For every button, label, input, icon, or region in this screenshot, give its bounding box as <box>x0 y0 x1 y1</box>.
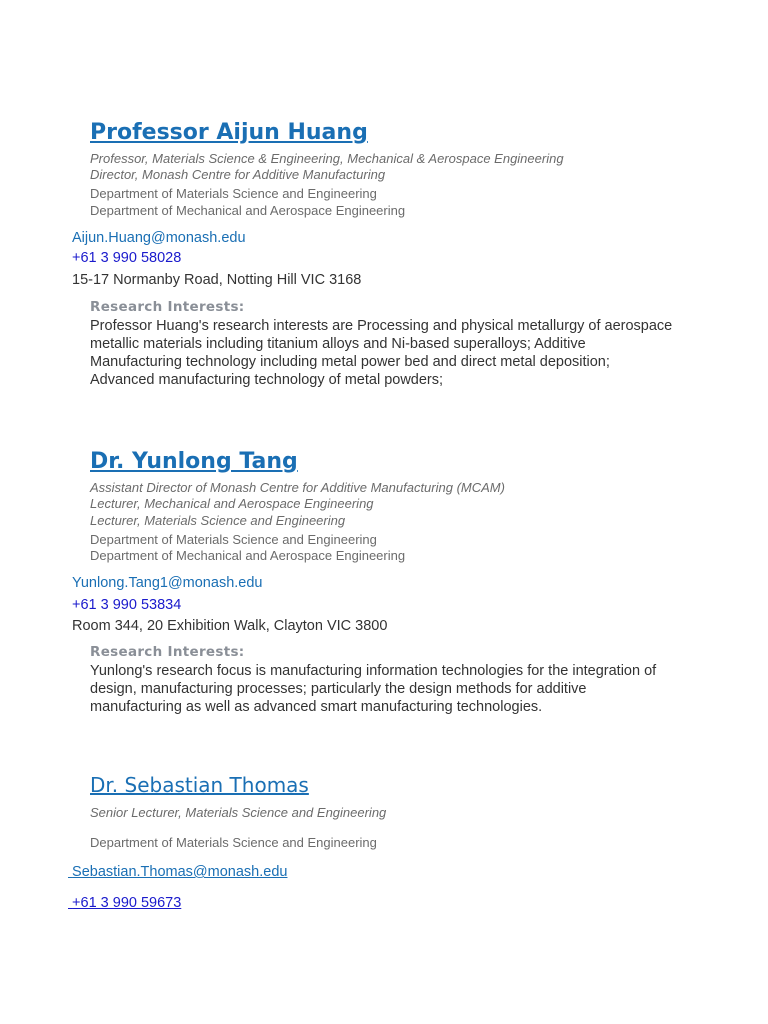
department-line: Department of Materials Science and Engineering <box>90 532 377 547</box>
role-line: Director, Monash Centre for Additive Manufacturing <box>90 167 386 182</box>
email-link[interactable]: Aijun.Huang@monash.edu <box>72 230 246 246</box>
department-line: Department of Mechanical and Aerospace Engineering <box>90 203 406 218</box>
role-line: Professor, Materials Science & Engineering, Mechanical & Aerospace Engineering <box>90 151 564 166</box>
profile-name-thomas[interactable]: Dr. Sebastian Thomas <box>90 773 309 797</box>
role-line: Senior Lecturer, Materials Science and Engineering <box>90 805 387 820</box>
address: Room 344, 20 Exhibition Walk, Clayton VIC 3800 <box>72 618 388 634</box>
research-interests-heading: Research Interests: <box>90 644 245 660</box>
role-line: Lecturer, Mechanical and Aerospace Engineering <box>90 496 374 511</box>
research-interests-text: Professor Huang's research interests are Processing and physical metallurgy of aerospace metallic materials including titanium alloys and Ni-based superalloys; Additive Manufacturing technology including metal power bed and direct metal deposition; Advanced manufacturing technology of metal powders; <box>90 318 673 388</box>
email-link[interactable] <box>68 864 287 880</box>
department-line: Department of Mechanical and Aerospace Engineering <box>90 548 406 563</box>
department-line: Department of Materials Science and Engineering <box>90 186 377 201</box>
profile-name-huang[interactable]: Professor Aijun Huang <box>90 120 368 145</box>
email-link[interactable]: Yunlong.Tang1@monash.edu <box>72 575 263 591</box>
role-line: Assistant Director of Monash Centre for Additive Manufacturing (MCAM) <box>90 480 505 495</box>
email-text[interactable]: Sebastian.Thomas@monash.edu <box>72 864 288 880</box>
research-interests-text: Yunlong's research focus is manufacturing information technologies for the integration of design, manufacturing processes; particularly the design methods for additive manufacturing as well as advanced smart manufacturing technologies. <box>90 663 657 715</box>
phone-link[interactable]: +61 3 990 58028 <box>72 250 182 266</box>
research-interests-heading: Research Interests: <box>90 299 245 315</box>
phone-text[interactable]: +61 3 990 59673 <box>72 895 182 911</box>
department-line: Department of Materials Science and Engineering <box>90 835 377 850</box>
phone-link[interactable] <box>68 895 181 911</box>
phone-link[interactable]: +61 3 990 53834 <box>72 597 182 613</box>
role-line: Lecturer, Materials Science and Engineering <box>90 513 346 528</box>
profile-name-tang[interactable]: Dr. Yunlong Tang <box>90 449 298 474</box>
address: 15-17 Normanby Road, Notting Hill VIC 3168 <box>72 272 362 288</box>
